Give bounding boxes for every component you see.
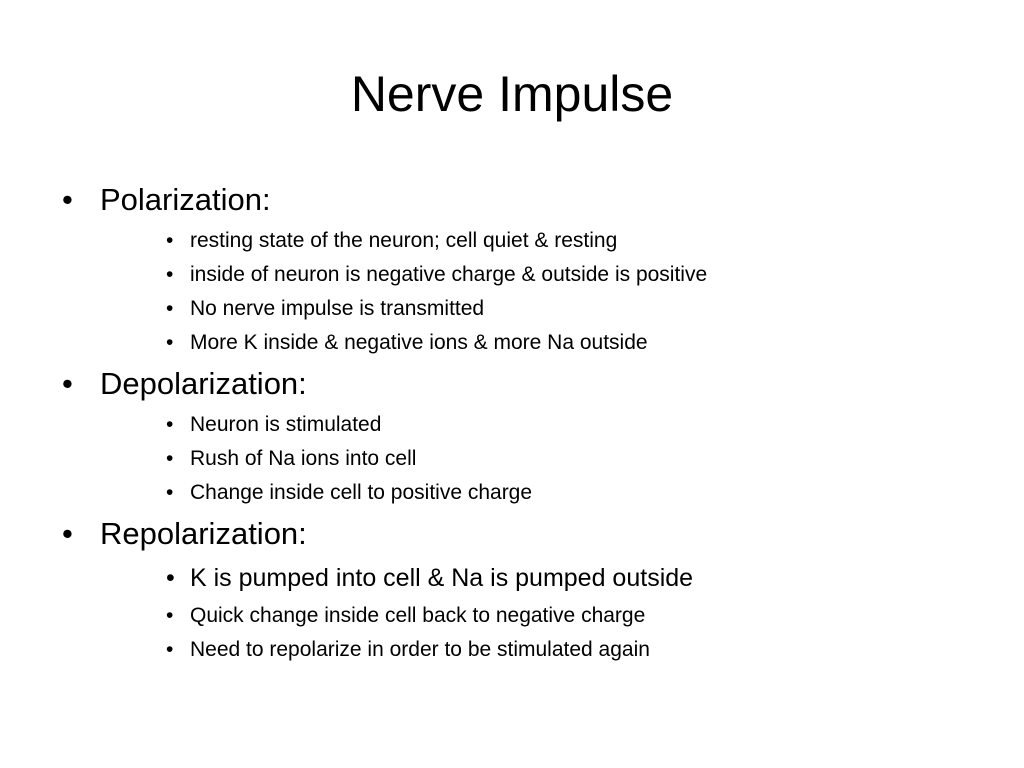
bullet-icon: • bbox=[166, 263, 174, 286]
list-item-text: resting state of the neuron; cell quiet & resting bbox=[190, 229, 618, 252]
list-item bbox=[166, 412, 381, 438]
list-item-text: Quick change inside cell back to negative charge bbox=[190, 604, 646, 627]
list-item bbox=[166, 446, 416, 472]
bullet-icon: • bbox=[166, 331, 174, 354]
list-item bbox=[166, 330, 648, 356]
section-heading-label: Depolarization: bbox=[100, 366, 307, 401]
bullet-icon: • bbox=[166, 564, 175, 592]
list-item-text: Neuron is stimulated bbox=[190, 413, 382, 436]
bullet-icon: • bbox=[166, 229, 174, 252]
bullet-icon: • bbox=[166, 638, 174, 661]
list-item bbox=[166, 296, 484, 322]
section-heading-label: Polarization: bbox=[100, 182, 271, 217]
bullet-icon: • bbox=[62, 516, 73, 551]
bullet-icon: • bbox=[166, 413, 174, 436]
slide-title: Nerve Impulse bbox=[350, 66, 674, 122]
bullet-icon: • bbox=[62, 182, 73, 217]
section-heading-label: Repolarization: bbox=[100, 516, 307, 551]
list-item-text: Change inside cell to positive charge bbox=[190, 481, 533, 504]
list-item-text: Need to repolarize in order to be stimulated again bbox=[190, 638, 650, 661]
bullet-icon: • bbox=[166, 604, 174, 627]
section-heading-depolarization bbox=[62, 366, 307, 402]
list-item bbox=[166, 228, 617, 254]
section-heading-repolarization bbox=[62, 516, 307, 552]
list-item bbox=[166, 480, 532, 506]
list-item bbox=[166, 262, 707, 288]
bullet-icon: • bbox=[166, 297, 174, 320]
list-item-text: More K inside & negative ions & more Na outside bbox=[190, 331, 648, 354]
list-item-text: Rush of Na ions into cell bbox=[190, 447, 417, 470]
list-item-text: inside of neuron is negative charge & outside is positive bbox=[190, 263, 708, 286]
list-item-text: K is pumped into cell & Na is pumped outside bbox=[190, 564, 694, 592]
list-item bbox=[166, 637, 650, 663]
list-item-text: No nerve impulse is transmitted bbox=[190, 297, 485, 320]
list-item bbox=[166, 563, 693, 593]
bullet-icon: • bbox=[166, 447, 174, 470]
bullet-icon: • bbox=[166, 481, 174, 504]
section-heading-polarization bbox=[62, 182, 271, 218]
list-item bbox=[166, 603, 645, 629]
bullet-icon: • bbox=[62, 366, 73, 401]
